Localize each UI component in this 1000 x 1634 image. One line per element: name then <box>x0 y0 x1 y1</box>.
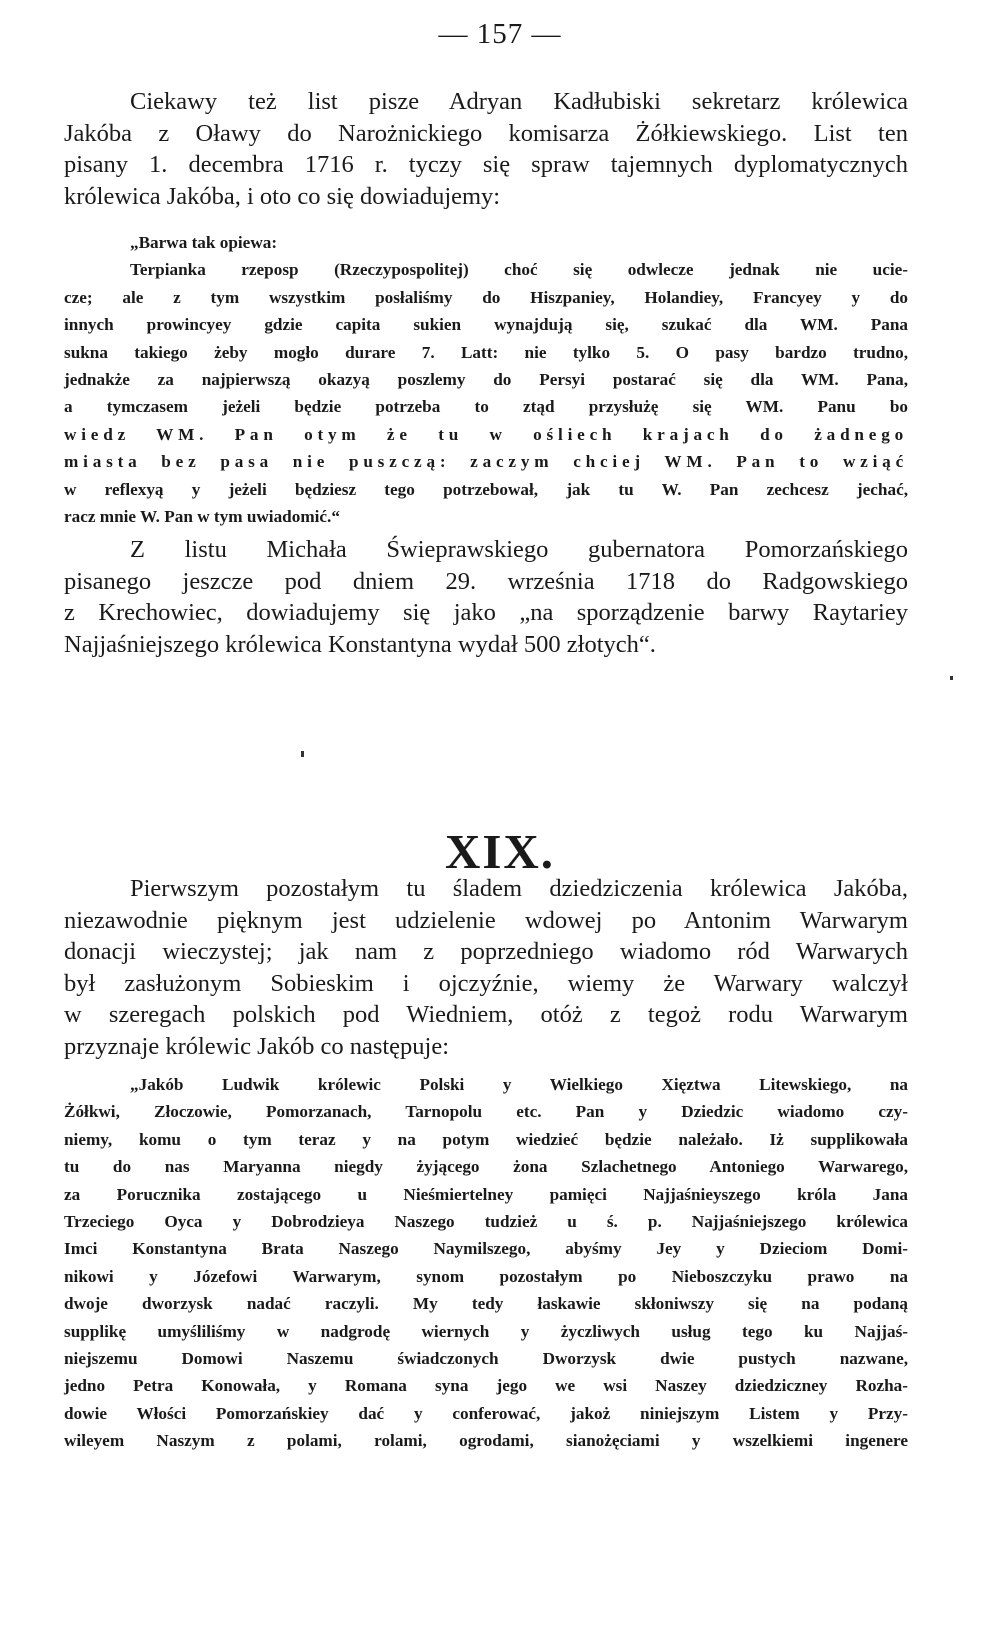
text-line: Pierwszym pozostałym tu śladem dziedziczenia królewica Jakóba, <box>130 875 908 902</box>
text-line: innych prowincyey gdzie capita sukien wynajdują się, szukać dla WM. Pana <box>64 315 908 335</box>
text-line: Jakóba z Oławy do Narożnickiego komisarza Żółkiewskiego. List ten <box>64 119 908 147</box>
text-line: Trzeciego Oyca y Dobrodzieya Naszego tudzież u ś. p. Najjaśniejszego królewica <box>64 1212 908 1232</box>
text-line: dowie Włości Pomorzańskiey dać y conferować, jakoż niniejszym Listem y Przy- <box>64 1403 908 1423</box>
quote-barwa <box>64 229 908 530</box>
text-line-spaced: miasta bez pasa nie puszczą: zaczym chciej WM. Pan to wziąć <box>64 452 908 472</box>
print-speck <box>950 676 953 680</box>
paragraph-swieprawski-letter <box>64 534 908 660</box>
text-line: cze; ale z tym wszystkim posłaliśmy do Hiszpaniey, Holandiey, Francyey y do <box>64 287 908 307</box>
text-line: nikowi y Józefowi Warwarym, synom pozostałym po Nieboszczyku prawo na <box>64 1266 908 1286</box>
text-line: jedno Petra Konowała, y Romana syna jego we wsi Naszey dziedziczney Rozha- <box>64 1376 908 1396</box>
text-line: Ciekawy też list pisze Adryan Kadłubiski sekretarz królewica <box>130 88 908 115</box>
text-line: pisanego jeszcze pod dniem 29. września 1718 do Radgowskiego <box>64 567 908 595</box>
text-line: „Jakób Ludwik królewic Polski y Wielkiego Xięztwa Litewskiego, na <box>130 1075 908 1094</box>
text-line: Żółkwi, Złoczowie, Pomorzanach, Tarnopolu etc. Pan y Dziedzic wiadomo czy- <box>64 1102 908 1122</box>
text-line: supplikę umyśliliśmy w nadgrodę wiernych y życzliwych usług tego ku Najjaś- <box>64 1321 908 1341</box>
paragraph-adryan-letter <box>64 86 908 212</box>
text-line: w reflexyą y jeżeli będziesz tego potrzebował, jak tu W. Pan zechcesz jechać, <box>64 479 908 499</box>
text-line: z Krechowiec, dowiadujemy się jako „na sporządzenie barwy Raytariey <box>64 599 908 627</box>
text-line: w szeregach polskich pod Wiedniem, otóż z tegoż rodu Warwarym <box>64 1001 908 1029</box>
text-line: Najjaśniejszego królewica Konstantyna wydał 500 złotych“. <box>64 630 656 658</box>
text-line: królewica Jakóba, i oto co się dowiadujemy: <box>64 182 501 210</box>
text-line: a tymczasem jeżeli będzie potrzeba to ztąd przysłużę się WM. Panu bo <box>64 397 908 417</box>
text-line: niezawodnie pięknym jest udzielenie wdowej po Antonim Warwarym <box>64 906 908 934</box>
paragraph-warwary <box>64 873 908 1063</box>
text-line: niejszemu Domowi Naszemu świadczonych Dworzysk dwie pustych nazwane, <box>64 1349 908 1369</box>
text-line: Imci Konstantyna Brata Naszego Naymilszego, abyśmy Jey y Dzieciom Domi- <box>64 1239 908 1259</box>
text-line: wileyem Naszym z polami, rolami, ogrodami, sianożęciami y wszelkiemi ingenere <box>64 1431 908 1451</box>
page-number: — 157 — <box>438 18 562 50</box>
text-line: tu do nas Maryanna niegdy żyjącego żona Szlachetnego Antoniego Warwarego, <box>64 1157 908 1177</box>
text-line: pisany 1. decembra 1716 r. tyczy się spraw tajemnych dyplomatycznych <box>64 151 908 179</box>
text-line: niemy, komu o tym teraz y na potym wiedzieć będzie należało. Iż supplikowała <box>64 1129 908 1149</box>
text-line: racz mnie W. Pan w tym uwiadomić.“ <box>64 507 340 527</box>
text-line: za Porucznika zostającego u Nieśmiertelney pamięci Najjaśnieyszego króla Jana <box>64 1184 908 1204</box>
text-line: jednakże za najpierwszą okazyą poszlemy do Persyi postarać się dla WM. Pana, <box>64 370 908 390</box>
text-line: dwoje dworzysk nadać raczyli. My tedy łaskawie skłoniwszy się na podaną <box>64 1294 908 1314</box>
text-line: Z listu Michała Świeprawskiego gubernatora Pomorzańskiego <box>130 536 908 563</box>
text-line: Terpianka rzeposp (Rzeczypospolitej) choć się odwlecze jednak nie ucie- <box>130 260 908 280</box>
text-line-spaced: wiedz WM. Pan otym że tu w ośliech krajach do żadnego <box>64 424 908 444</box>
quote-privilege <box>64 1071 908 1455</box>
section-heading: XIX. <box>444 824 556 879</box>
print-speck <box>301 751 304 757</box>
text-line: był zasłużonym Sobieskim i ojczyźnie, wiemy że Warwary walczył <box>64 969 908 997</box>
text-line: sukna takiego żeby mogło durare 7. Latt: nie tylko 5. O pasy bardzo trudno, <box>64 342 908 362</box>
text-line: donacji wieczystej; jak nam z poprzedniego wiadomo ród Warwarych <box>64 938 908 966</box>
text-line: przyznaje królewic Jakób co następuje: <box>64 1032 450 1060</box>
text-line: „Barwa tak opiewa: <box>130 233 278 252</box>
